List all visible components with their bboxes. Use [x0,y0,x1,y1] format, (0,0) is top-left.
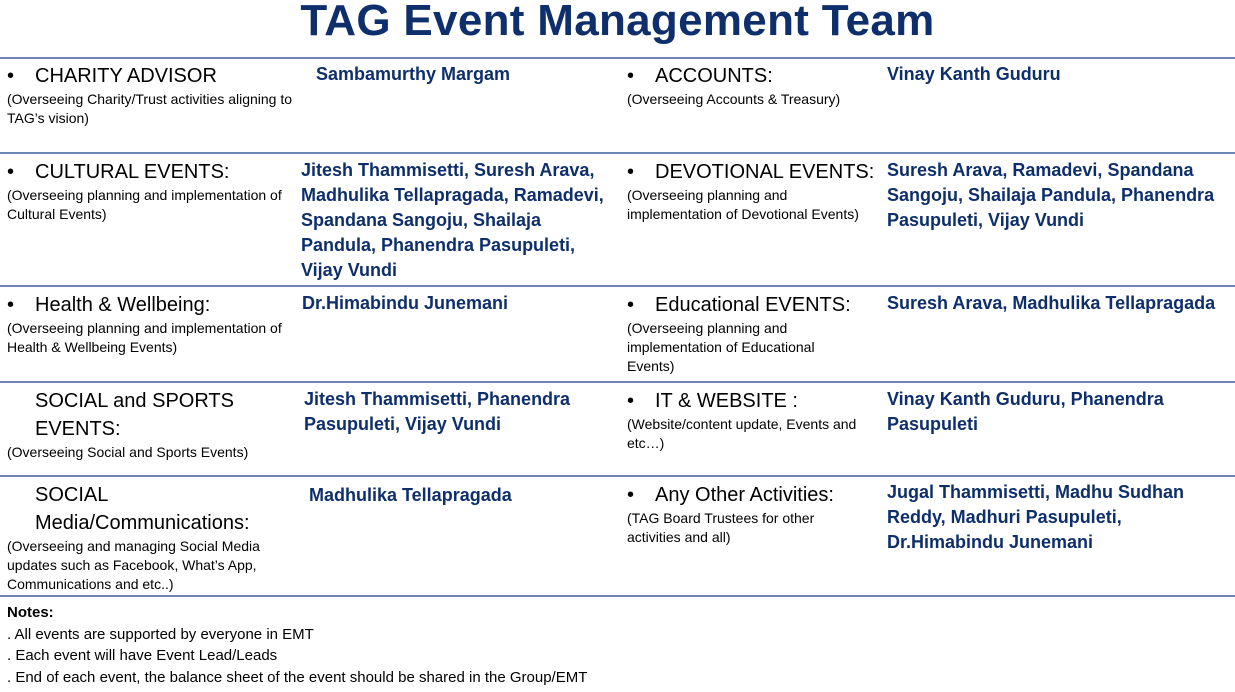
role-title: SOCIAL Media/Communications: [35,484,250,534]
role-description: (Overseeing planning and implementation of Devotional Events) [627,187,859,222]
role-title: Educational EVENTS: [655,294,851,316]
role-social-media-communications [7,481,287,594]
role-title: Any Other Activities: [655,484,834,506]
note-item: . End of each event, the balance sheet of the event should be shared in the Group/EMT [7,668,588,686]
role-members: Vinay Kanth Guduru, Phanendra Pasupuleti [887,389,1164,434]
row-divider [0,595,1235,597]
role-it-website [627,387,877,453]
role-members: Suresh Arava, Ramadevi, Spandana Sangoju, Shailaja Pandula, Phanendra Pasupuleti, Vijay Vundi [887,160,1215,230]
role-title: CHARITY ADVISOR [35,65,217,87]
bullet-icon: • [627,484,635,506]
role-members: Dr.Himabindu Junemani [302,293,509,313]
bullet-icon: • [627,65,635,87]
row-divider [0,285,1235,287]
role-title: CULTURAL EVENTS: [35,161,230,183]
role-members: Jitesh Thammisetti, Phanendra Pasupuleti, Vijay Vundi [304,389,571,434]
role-title: SOCIAL and SPORTS EVENTS: [35,390,234,440]
bullet-icon: • [627,294,635,316]
bullet-icon [7,387,35,415]
row-divider [0,381,1235,383]
role-description: (Overseeing Charity/Trust activities aligning to TAG’s vision) [7,91,293,126]
role-description: (Overseeing and managing Social Media updates such as Facebook, What’s App, Communications and etc..) [7,538,260,592]
role-description: (Overseeing planning and implementation of Cultural Events) [7,187,282,222]
note-item: . Each event will have Event Lead/Leads [7,647,278,664]
role-members: Jugal Thammisetti, Madhu Sudhan Reddy, Madhuri Pasupuleti, Dr.Himabindu Junemani [887,482,1185,552]
bullet-icon: • [627,161,635,183]
row-divider [0,475,1235,477]
bullet-icon [7,481,35,509]
role-title: Health & Wellbeing: [35,294,211,316]
role-any-other-activities [627,481,877,547]
bullet-icon: • [7,294,15,316]
row-divider [0,57,1235,59]
role-description: (Overseeing Accounts & Treasury) [627,91,841,107]
role-title: IT & WEBSITE : [655,390,798,412]
notes-title: Notes: [7,604,54,621]
role-members: Madhulika Tellapragada [309,485,512,505]
row-divider [0,152,1235,154]
role-members: Suresh Arava, Madhulika Tellapragada [887,293,1216,313]
role-description: (TAG Board Trustees for other activities and all) [627,510,815,545]
role-description: (Overseeing planning and implementation of Educational Events) [627,320,815,374]
role-cultural-events [7,158,287,224]
role-members: Vinay Kanth Guduru [887,64,1061,84]
role-members: Jitesh Thammisetti, Suresh Arava, Madhulika Tellapragada, Ramadevi, Spandana Sangoju, Shailaja Pandula, Phanendra Pasupuleti, Vijay Vundi [301,160,604,280]
note-item: . All events are supported by everyone in EMT [7,625,314,643]
role-social-sports-events [7,387,287,462]
bullet-icon: • [627,390,635,412]
role-description: (Overseeing planning and implementation of Health & Wellbeing Events) [7,320,282,355]
role-educational-events [627,291,877,376]
role-title: ACCOUNTS: [655,65,773,87]
role-devotional-events [627,158,877,224]
role-title: DEVOTIONAL EVENTS: [655,161,875,183]
page-title: TAG Event Management Team [300,0,935,45]
role-description: (Website/content update, Events and etc…) [627,416,857,451]
role-members: Sambamurthy Margam [316,64,511,84]
bullet-icon: • [7,161,15,183]
bullet-icon: • [7,65,15,87]
role-charity-advisor [7,62,307,128]
role-description: (Overseeing Social and Sports Events) [7,444,249,460]
notes-section [7,602,587,688]
role-accounts [627,62,877,109]
role-health-wellbeing [7,291,287,357]
